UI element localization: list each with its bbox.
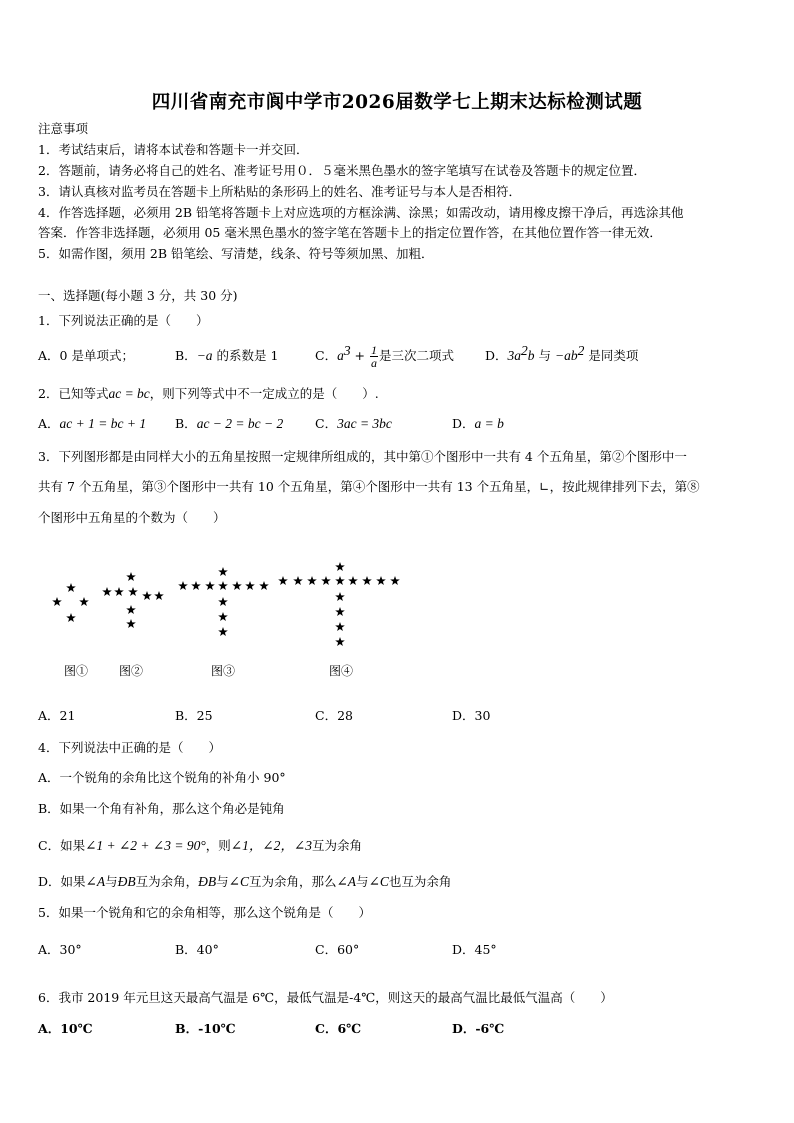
q4-option-c: C．如果∠1 + ∠2 + ∠3 = 90°，则∠1，∠2，∠3互为余角 <box>38 838 362 853</box>
section-heading: 一、选择题(每小题 3 分，共 30 分) <box>38 288 238 303</box>
q3-option-d: D．30 <box>452 708 491 723</box>
figure-label-2: 图② <box>119 664 144 678</box>
figure-label-3: 图③ <box>211 664 236 678</box>
notice-heading: 注意事项 <box>38 121 89 136</box>
q3-option-a: A．21 <box>38 708 76 723</box>
question-5-stem: 5．如果一个锐角和它的余角相等，那么这个锐角是（ ） <box>38 905 371 920</box>
figure-1-stars <box>52 583 89 622</box>
q4-option-d: D．如果∠A与ÐB互为余角，ÐB与∠C互为余角，那么∠A与∠C也互为余角 <box>38 874 452 889</box>
q5-option-c: C．60° <box>315 942 360 957</box>
figure-2-stars <box>102 572 164 628</box>
question-6-stem: 6．我市 2019 年元旦这天最高气温是 6℃，最低气温是-4℃，则这天的最高气温比最低气温高（ ） <box>38 990 613 1005</box>
question-3-line-1: 3．下列图形都是由同样大小的五角星按照一定规律所组成的，其中第①个图形中一共有 4 个五角星，第②个图形中一 <box>38 449 687 464</box>
figure-label-1: 图① <box>64 664 89 678</box>
question-2-stem: 2．已知等式ac = bc，则下列等式中不一定成立的是（ ）. <box>38 386 379 401</box>
q1-option-a: A．0 是单项式； <box>38 348 134 363</box>
q2-option-a: A．ac + 1 = bc + 1 <box>38 416 147 431</box>
notice-item-5: 5．如需作图，须用 2B 铅笔绘、写清楚，线条、符号等须加黑、加粗． <box>38 246 434 261</box>
q4-option-b: B．如果一个角有补角，那么这个角必是钝角 <box>38 801 285 816</box>
q1-option-c: C．$a^3$ + $\frac{1}{a}$ 是三次二项式 <box>315 342 455 370</box>
question-4-stem: 4．下列说法中正确的是（ ） <box>38 740 221 755</box>
question-3-line-2: 共有 7 个五角星，第③个图形中一共有 10 个五角星，第④个图形中一共有 13 个五角星，∟，按此规律排列下去，第⑧ <box>38 479 700 494</box>
q2-option-c: C．3ac = 3bc <box>315 416 392 431</box>
notice-item-4: 4．作答选择题，必须用 2B 铅笔将答题卡上对应选项的方框涂满、涂黑；如需改动，请用橡皮擦干净后，再选涂其他 <box>38 205 684 220</box>
figure-label-4: 图④ <box>329 664 354 678</box>
q3-option-c: C．28 <box>315 708 353 723</box>
figure-3-stars <box>178 567 269 636</box>
q6-option-a: A．10℃ <box>38 1021 93 1036</box>
figure-4-stars <box>278 562 400 646</box>
fraction: $\frac{1}{a}$ <box>371 343 377 370</box>
q6-option-d: D．-6℃ <box>452 1021 505 1036</box>
q1-option-d: D．$3a^2b$ 与 $-ab^2$ 是同类项 <box>485 342 639 363</box>
notice-item-2: 2．答题前，请务必将自己的姓名、准考证号用０．５毫米黑色墨水的签字笔填写在试卷及答题卡的规定位置． <box>38 163 646 178</box>
notice-item-4-cont: 答案．作答非选择题，必须用 05 毫米黑色墨水的签字笔在答题卡上的指定位置作答，在其他位置作答一律无效． <box>38 225 662 240</box>
notice-item-1: 1．考试结束后，请将本试卷和答题卡一并交回． <box>38 142 309 157</box>
q6-option-c: C．6℃ <box>315 1021 362 1036</box>
q5-option-d: D．45° <box>452 942 497 957</box>
q1-option-b: B．−a 的系数是 1 <box>175 348 279 363</box>
question-3-line-3: 个图形中五角星的个数为（ ） <box>38 510 226 525</box>
q4-option-a: A．一个锐角的余角比这个锐角的补角小 90° <box>38 770 286 785</box>
star-pattern-figure <box>0 562 794 662</box>
q6-option-b: B．-10℃ <box>175 1021 236 1036</box>
notice-item-3: 3．请认真核对监考员在答题卡上所粘贴的条形码上的姓名、准考证号与本人是否相符． <box>38 184 521 199</box>
q3-option-b: B．25 <box>175 708 213 723</box>
question-1-stem: 1．下列说法正确的是（ ） <box>38 313 209 328</box>
q5-option-a: A．30° <box>38 942 82 957</box>
page-title: 四川省南充市阆中学市2026届数学七上期末达标检测试题 <box>151 92 643 113</box>
q2-option-b: B．ac − 2 = bc − 2 <box>175 416 284 431</box>
q2-option-d: D．a = b <box>452 416 504 431</box>
q5-option-b: B．40° <box>175 942 219 957</box>
